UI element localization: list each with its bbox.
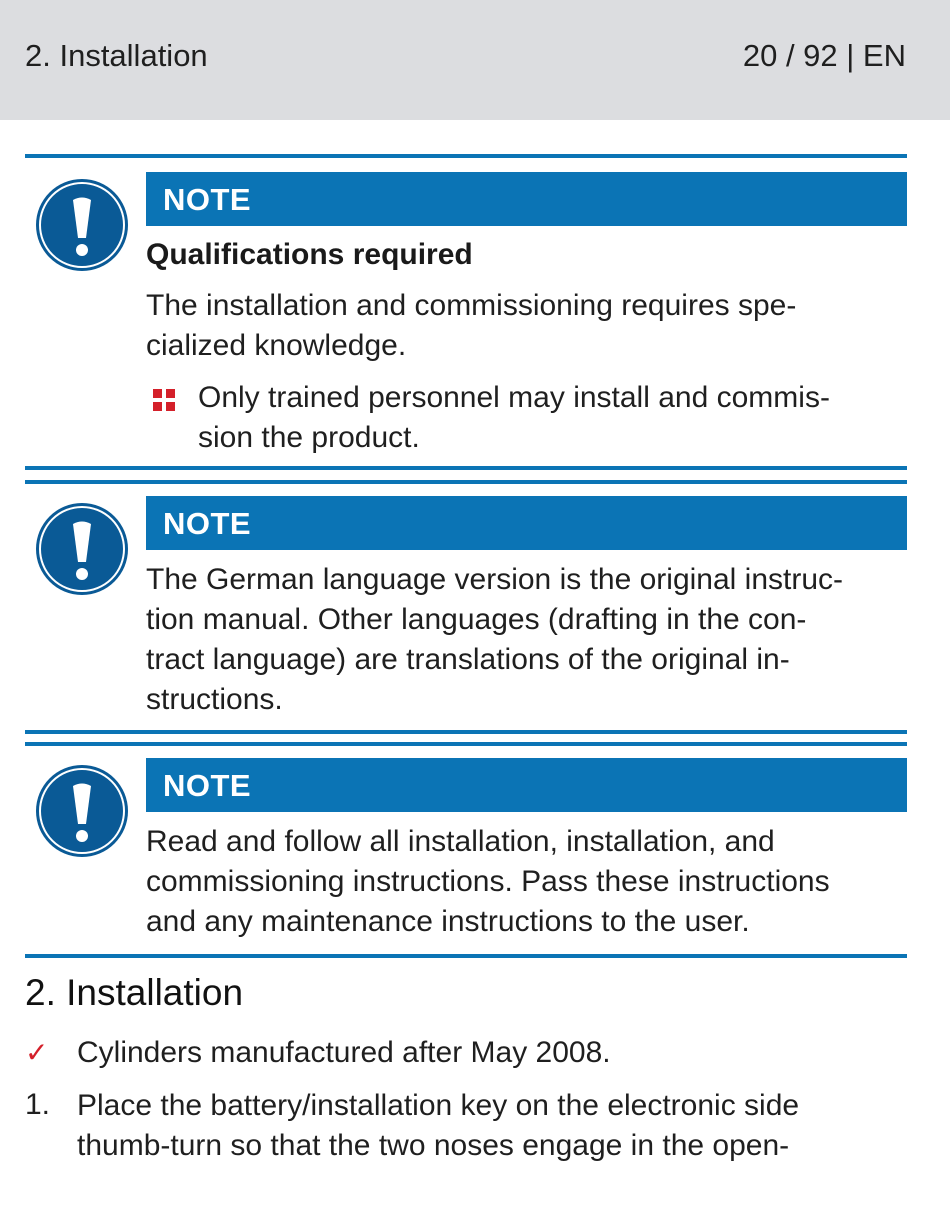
step-text: Place the battery/installation key on the electronic side thumb-turn so that the two noses engage in the open-	[77, 1089, 800, 1162]
step-number: 1.	[25, 1088, 51, 1121]
red-four-square-bullet-icon	[153, 389, 175, 411]
note-label: NOTE	[163, 182, 252, 217]
page-header	[0, 0, 950, 120]
header-page-indicator: 20 / 92 | EN	[742, 38, 906, 73]
section-heading: 2. Installation	[25, 972, 244, 1013]
note-label-bar	[146, 758, 907, 812]
exclamation-circle-icon	[35, 178, 129, 272]
checkmark-icon: ✓	[25, 1037, 49, 1068]
header-section-title: 2. Installation	[25, 38, 208, 73]
prerequisite-item: Cylinders manufactured after May 2008.	[77, 1036, 611, 1069]
note-box-instructions	[25, 742, 907, 958]
note-body: The German language version is the original instruc- tion manual. Other languages (drafting in the con- tract language) are translations of the original in- structions.	[146, 563, 844, 716]
note-label: NOTE	[163, 768, 252, 803]
note-subtitle: Qualifications required	[146, 238, 473, 271]
note-body: The installation and commissioning requires spe- cialized knowledge.	[146, 289, 797, 362]
note-body: Read and follow all installation, installation, and commissioning instructions. Pass these instructions and any maintenance instructions to the user.	[146, 825, 830, 938]
note-box-language	[25, 480, 907, 734]
note-bullet-text: Only trained personnel may install and commis- sion the product.	[198, 381, 830, 454]
exclamation-circle-icon	[35, 502, 129, 596]
exclamation-circle-icon	[35, 764, 129, 858]
note-label: NOTE	[163, 506, 252, 541]
note-label-bar	[146, 172, 907, 226]
note-label-bar	[146, 496, 907, 550]
note-box-qualifications	[25, 154, 907, 470]
